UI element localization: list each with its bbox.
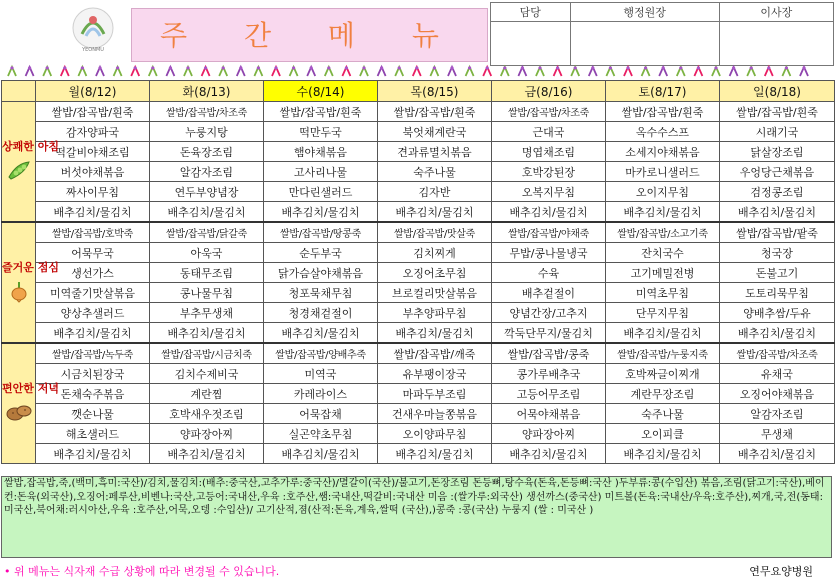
menu-cell[interactable]: 건새우마늘쫑볶음 xyxy=(378,404,492,424)
menu-cell[interactable]: 해초샐러드 xyxy=(36,424,150,444)
flower-glyph xyxy=(624,66,632,76)
menu-cell[interactable]: 배추김치/물김치 xyxy=(492,202,606,223)
day-header[interactable]: 일(8/18) xyxy=(720,81,835,102)
menu-cell[interactable]: 청포묵채무침 xyxy=(264,283,378,303)
flower-glyph xyxy=(166,66,174,76)
menu-cell[interactable]: 견과류멸치볶음 xyxy=(378,142,492,162)
menu-cell[interactable]: 유부팽이장국 xyxy=(378,364,492,384)
menu-cell[interactable]: 알감자조림 xyxy=(720,404,835,424)
menu-cell[interactable]: 콩나물무침 xyxy=(150,283,264,303)
menu-cell[interactable]: 햄야채볶음 xyxy=(264,142,378,162)
flower-glyph xyxy=(466,66,474,76)
flower-glyph xyxy=(114,66,122,76)
menu-cell[interactable]: 부추양파무침 xyxy=(378,303,492,323)
menu-change-notice: • 위 메뉴는 식자재 수급 상황에 따라 변경될 수 있습니다. xyxy=(4,565,280,578)
menu-cell[interactable]: 배추김치/물김치 xyxy=(264,444,378,464)
menu-cell[interactable]: 짜사이무침 xyxy=(36,182,150,202)
menu-cell[interactable]: 오이지무침 xyxy=(606,182,720,202)
menu-cell[interactable]: 시래기국 xyxy=(720,122,835,142)
menu-cell[interactable]: 배추김치/물김치 xyxy=(264,323,378,344)
menu-cell[interactable]: 양파장아찌 xyxy=(492,424,606,444)
menu-cell[interactable]: 쌀밥/잡곡밥/팥죽 xyxy=(720,222,835,243)
onion-icon xyxy=(2,280,35,305)
approval-label-staff: 담당 xyxy=(491,3,571,22)
menu-cell[interactable]: 쌀밥/잡곡밥/흰죽 xyxy=(264,102,378,122)
menu-cell[interactable]: 무밥/콩나물냉국 xyxy=(492,243,606,263)
menu-cell[interactable]: 우엉당근채볶음 xyxy=(720,162,835,182)
menu-cell[interactable]: 배추김치/물김치 xyxy=(36,323,150,344)
menu-cell[interactable]: 근대국 xyxy=(492,122,606,142)
flower-glyph xyxy=(272,66,280,76)
flower-glyph xyxy=(536,66,544,76)
menu-cell[interactable]: 오복지무침 xyxy=(492,182,606,202)
menu-cell[interactable]: 돈육장조림 xyxy=(150,142,264,162)
flower-glyph xyxy=(413,66,421,76)
menu-cell[interactable]: 쌀밥/잡곡밥/깨죽 xyxy=(378,343,492,364)
menu-cell[interactable]: 배추김치/물김치 xyxy=(36,202,150,223)
origin-notice: 쌀밥,잡곡밥,죽,(백미,흑미:국산)/김치,물김치:(배추:중국산,고추가루:중국산)/멸갈이(국산)/불고기,돈장조림 돈등뼈,탕수육(돈육,돈등뼈:국산 )두부류:콩(수입산) 볶음,조림(닭고기:국산),베이컨:돈육(외국산),오징어:페루산,비벤나:국산,고등어:국내산,우육 :호주산,쌤:국내산,떡갈비:국내산 미음 :(쌀가루:외국산) 생선까스(중국산) 미트볼(돈육:국내산/우육:호주산),찌개,국,전(동태:미국산,북어채:러시아산,우육 :호주산,어묵,오뎅 :수입산)/ 고기산적,졈(산적:돈육,계육,쌀떡 (국산),)콩죽 :콩(국산) 누룽지 (쌀 : 미국산 ) xyxy=(1,476,832,558)
flower-glyph xyxy=(78,66,86,76)
menu-cell[interactable]: 콩가루배추국 xyxy=(492,364,606,384)
menu-cell[interactable]: 양배추쌈/두유 xyxy=(720,303,835,323)
menu-cell[interactable]: 누룽지탕 xyxy=(150,122,264,142)
day-header[interactable]: 금(8/16) xyxy=(492,81,606,102)
menu-cell[interactable]: 배추겉절이 xyxy=(492,283,606,303)
menu-cell[interactable]: 쌀밥/잡곡밥/흰죽 xyxy=(36,102,150,122)
menu-cell[interactable]: 북엇채계란국 xyxy=(378,122,492,142)
menu-cell[interactable]: 알감자조림 xyxy=(150,162,264,182)
flower-glyph xyxy=(677,66,685,76)
menu-cell[interactable]: 잔치국수 xyxy=(606,243,720,263)
flower-glyph xyxy=(237,66,245,76)
menu-cell[interactable]: 옥수수스프 xyxy=(606,122,720,142)
meal-label: 편안한 저녁 xyxy=(2,381,59,395)
menu-cell[interactable]: 배추김치/물김치 xyxy=(720,202,835,223)
menu-cell[interactable]: 배추김치/물김치 xyxy=(150,323,264,344)
hospital-logo-icon xyxy=(62,4,124,54)
flower-glyph xyxy=(307,66,315,76)
menu-cell[interactable]: 양파장아찌 xyxy=(150,424,264,444)
menu-cell[interactable]: 쌀밥/잡곡밥/시금치죽 xyxy=(150,343,264,364)
menu-cell[interactable]: 쌀밥/잡곡밥/맛살죽 xyxy=(378,222,492,243)
meal-label-cell xyxy=(2,222,59,343)
menu-cell[interactable]: 쌀밥/잡곡밥/호박죽 xyxy=(36,222,150,243)
menu-cell[interactable]: 쌀밥/잡곡밥/누룽지죽 xyxy=(606,343,720,364)
menu-cell[interactable]: 쌀밥/잡곡밥/땅콩죽 xyxy=(264,222,378,243)
meal-label-cell xyxy=(2,102,59,223)
menu-cell[interactable]: 배추김치/물김치 xyxy=(606,444,720,464)
menu-cell[interactable]: 배추김치/물김치 xyxy=(150,444,264,464)
menu-cell[interactable]: 어묵잡채 xyxy=(264,404,378,424)
menu-cell[interactable]: 돈불고기 xyxy=(720,263,835,283)
menu-cell[interactable]: 닭살장조림 xyxy=(720,142,835,162)
menu-cell[interactable]: 쌀밥/잡곡밥/소고기죽 xyxy=(606,222,720,243)
peapod-icon xyxy=(2,159,35,184)
flower-glyph xyxy=(483,66,491,76)
flower-glyph xyxy=(43,66,51,76)
menu-cell[interactable]: 고기메밀전병 xyxy=(606,263,720,283)
svg-text:YEONMU: YEONMU xyxy=(82,47,104,53)
menu-cell[interactable]: 쌀밥/잡곡밥/차조죽 xyxy=(150,102,264,122)
flower-glyph xyxy=(96,66,104,76)
meal-label: 상쾌한 아침 xyxy=(2,139,59,153)
flower-glyph xyxy=(395,66,403,76)
approval-box xyxy=(490,2,834,66)
hospital-name: 연무요양병원 xyxy=(749,565,813,578)
menu-cell[interactable]: 떡갈비야채조림 xyxy=(36,142,150,162)
menu-cell[interactable]: 오이피클 xyxy=(606,424,720,444)
meal-label-cell xyxy=(2,343,59,464)
menu-cell[interactable]: 오징어야채볶음 xyxy=(720,384,835,404)
flower-glyph xyxy=(712,66,720,76)
meal-label: 즐거운 점심 xyxy=(2,260,59,274)
menu-cell[interactable]: 무생채 xyxy=(720,424,835,444)
flower-glyph xyxy=(184,66,192,76)
menu-cell[interactable]: 만다린샐러드 xyxy=(264,182,378,202)
menu-cell[interactable]: 감자양파국 xyxy=(36,122,150,142)
menu-cell[interactable]: 배추김치/물김치 xyxy=(720,444,835,464)
approval-label-admin: 행정원장 xyxy=(570,3,719,22)
menu-cell[interactable]: 배추김치/물김치 xyxy=(150,202,264,223)
menu-cell[interactable]: 쌀밥/잡곡밥/야채죽 xyxy=(492,222,606,243)
flower-glyph xyxy=(747,66,755,76)
menu-cell[interactable]: 배추김치/물김치 xyxy=(378,202,492,223)
menu-cell[interactable]: 동태무조림 xyxy=(150,263,264,283)
flower-glyph xyxy=(606,66,614,76)
menu-cell[interactable]: 배추김치/물김치 xyxy=(492,444,606,464)
flower-glyph xyxy=(730,66,738,76)
menu-cell[interactable]: 배추김치/물김치 xyxy=(36,444,150,464)
day-header[interactable]: 화(8/13) xyxy=(150,81,264,102)
menu-cell[interactable]: 연두부양념장 xyxy=(150,182,264,202)
corner-cell xyxy=(2,81,36,102)
menu-cell[interactable]: 미역국 xyxy=(264,364,378,384)
weekly-menu-table xyxy=(1,80,835,464)
menu-cell[interactable]: 청경채겉절이 xyxy=(264,303,378,323)
menu-cell[interactable]: 닭가슴살야채볶음 xyxy=(264,263,378,283)
menu-cell[interactable]: 어묵무국 xyxy=(36,243,150,263)
menu-cell[interactable]: 김자반 xyxy=(378,182,492,202)
menu-cell[interactable]: 마파두부조림 xyxy=(378,384,492,404)
menu-cell[interactable]: 미역초무침 xyxy=(606,283,720,303)
flower-glyph xyxy=(589,66,597,76)
menu-cell[interactable]: 쌀밥/잡곡밥/닭갈죽 xyxy=(150,222,264,243)
day-header[interactable]: 목(8/15) xyxy=(378,81,492,102)
flower-glyph xyxy=(61,66,69,76)
menu-cell[interactable]: 소세지야채볶음 xyxy=(606,142,720,162)
flower-glyph xyxy=(501,66,509,76)
menu-cell[interactable]: 어묵야채볶음 xyxy=(492,404,606,424)
menu-cell[interactable]: 양상추샐러드 xyxy=(36,303,150,323)
menu-cell[interactable]: 호박새우젓조림 xyxy=(150,404,264,424)
approval-sign-admin[interactable] xyxy=(570,22,719,66)
menu-cell[interactable]: 김치찌게 xyxy=(378,243,492,263)
menu-cell[interactable]: 배추김치/물김치 xyxy=(720,323,835,344)
menu-cell[interactable]: 쌀밥/잡곡밥/흰죽 xyxy=(606,102,720,122)
day-header[interactable]: 월(8/12) xyxy=(36,81,150,102)
menu-cell[interactable]: 명엽채조림 xyxy=(492,142,606,162)
menu-cell[interactable]: 단무지무침 xyxy=(606,303,720,323)
approval-sign-chair[interactable] xyxy=(719,22,833,66)
flower-glyph xyxy=(448,66,456,76)
menu-cell[interactable]: 쌀밥/잡곡밥/차조죽 xyxy=(492,102,606,122)
menu-cell[interactable]: 고등어무조림 xyxy=(492,384,606,404)
menu-cell[interactable]: 브로컬리맛살볶음 xyxy=(378,283,492,303)
menu-cell[interactable]: 호박강된장 xyxy=(492,162,606,182)
menu-cell[interactable]: 숙주나물 xyxy=(606,404,720,424)
menu-cell[interactable]: 배추김치/물김치 xyxy=(264,202,378,223)
menu-cell[interactable]: 배추김치/물김치 xyxy=(606,202,720,223)
menu-cell[interactable]: 계란찜 xyxy=(150,384,264,404)
menu-cell[interactable]: 도토리묵무침 xyxy=(720,283,835,303)
flower-glyph xyxy=(800,66,808,76)
menu-cell[interactable]: 깻순나물 xyxy=(36,404,150,424)
menu-cell[interactable]: 배추김치/물김치 xyxy=(378,323,492,344)
flower-border-icon xyxy=(8,64,820,78)
flower-glyph xyxy=(202,66,210,76)
flower-glyph xyxy=(290,66,298,76)
day-header[interactable]: 수(8/14) xyxy=(264,81,378,102)
page-title: 주 간 메 뉴 xyxy=(160,19,463,52)
menu-cell[interactable]: 고사리나물 xyxy=(264,162,378,182)
menu-cell[interactable]: 부추무생채 xyxy=(150,303,264,323)
menu-cell[interactable]: 청국장 xyxy=(720,243,835,263)
menu-cell[interactable]: 쌀밥/잡곡밥/녹두죽 xyxy=(36,343,150,364)
menu-cell[interactable]: 배추김치/물김치 xyxy=(378,444,492,464)
menu-cell[interactable]: 배추김치/물김치 xyxy=(606,323,720,344)
menu-cell[interactable]: 오이양파무침 xyxy=(378,424,492,444)
menu-cell[interactable]: 깍둑단무지/물김치 xyxy=(492,323,606,344)
flower-glyph xyxy=(149,66,157,76)
menu-cell[interactable]: 버섯야채볶음 xyxy=(36,162,150,182)
menu-cell[interactable]: 수육 xyxy=(492,263,606,283)
menu-cell[interactable]: 돈채숙주볶음 xyxy=(36,384,150,404)
menu-cell[interactable]: 순두부국 xyxy=(264,243,378,263)
menu-cell[interactable]: 마카로니샐러드 xyxy=(606,162,720,182)
menu-header xyxy=(0,0,835,66)
menu-cell[interactable]: 오징어초무침 xyxy=(378,263,492,283)
menu-cell[interactable]: 유채국 xyxy=(720,364,835,384)
menu-cell[interactable]: 쌀밥/잡곡밥/양배추죽 xyxy=(264,343,378,364)
menu-cell[interactable]: 시금치된장국 xyxy=(36,364,150,384)
flower-glyph xyxy=(8,66,16,76)
menu-cell[interactable]: 쌀밥/잡곡밥/콩죽 xyxy=(492,343,606,364)
menu-cell[interactable]: 양념간장/고추지 xyxy=(492,303,606,323)
flower-glyph xyxy=(642,66,650,76)
menu-cell[interactable]: 계란무장조림 xyxy=(606,384,720,404)
flower-glyph xyxy=(765,66,773,76)
day-header[interactable]: 토(8/17) xyxy=(606,81,720,102)
flower-glyph xyxy=(518,66,526,76)
menu-cell[interactable]: 카레라이스 xyxy=(264,384,378,404)
approval-sign-staff[interactable] xyxy=(491,22,571,66)
flower-glyph xyxy=(342,66,350,76)
flower-glyph xyxy=(26,66,34,76)
flower-glyph xyxy=(219,66,227,76)
menu-cell[interactable]: 쌀밥/잡곡밥/흰죽 xyxy=(720,102,835,122)
menu-cell[interactable]: 실곤약초무침 xyxy=(264,424,378,444)
menu-cell[interactable]: 숙주나물 xyxy=(378,162,492,182)
menu-cell[interactable]: 미역줄기맛살볶음 xyxy=(36,283,150,303)
flower-glyph xyxy=(325,66,333,76)
menu-cell[interactable]: 호박짜글이찌개 xyxy=(606,364,720,384)
menu-cell[interactable]: 김치수제비국 xyxy=(150,364,264,384)
menu-cell[interactable]: 쌀밥/잡곡밥/차조죽 xyxy=(720,343,835,364)
flower-glyph xyxy=(360,66,368,76)
flower-glyph xyxy=(554,66,562,76)
flower-glyph xyxy=(571,66,579,76)
flower-glyph xyxy=(131,66,139,76)
flower-glyph xyxy=(430,66,438,76)
menu-cell[interactable]: 아욱국 xyxy=(150,243,264,263)
menu-cell[interactable]: 생선가스 xyxy=(36,263,150,283)
flower-glyph xyxy=(254,66,262,76)
potato-icon xyxy=(2,401,35,426)
flower-glyph xyxy=(782,66,790,76)
menu-cell[interactable]: 검정콩조림 xyxy=(720,182,835,202)
approval-label-chair: 이사장 xyxy=(719,3,833,22)
flower-glyph xyxy=(694,66,702,76)
menu-cell[interactable]: 쌀밥/잡곡밥/흰죽 xyxy=(378,102,492,122)
flower-glyph xyxy=(378,66,386,76)
menu-cell[interactable]: 떡만두국 xyxy=(264,122,378,142)
flower-glyph xyxy=(659,66,667,76)
